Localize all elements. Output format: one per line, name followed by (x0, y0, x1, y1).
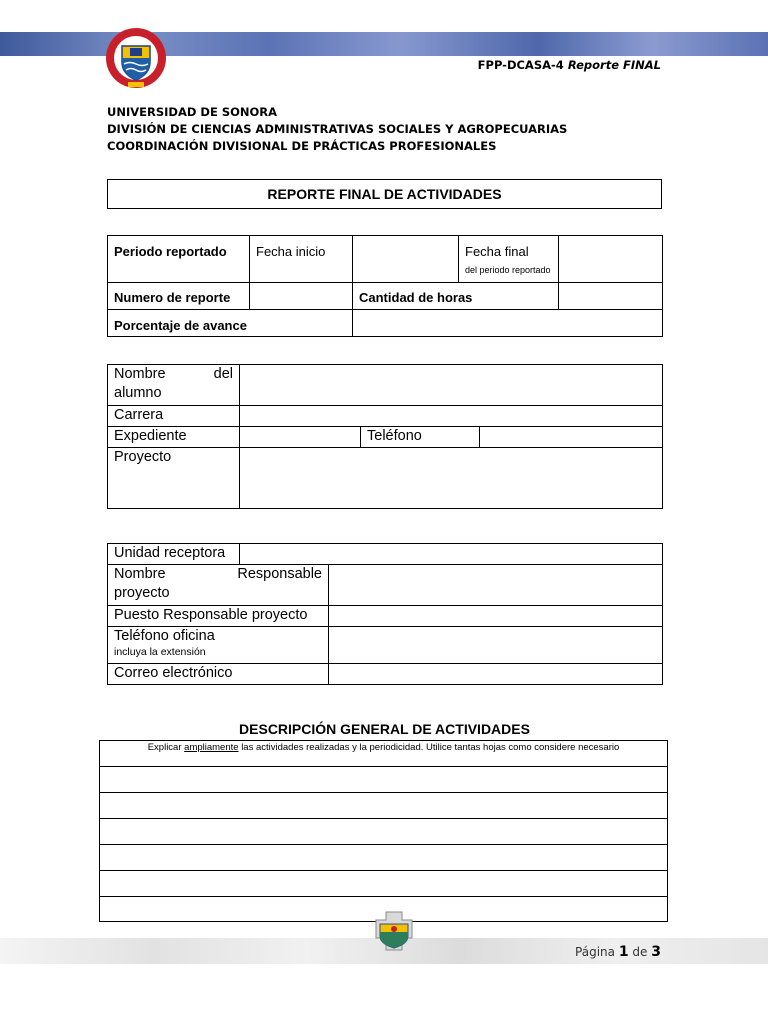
fecha-final-field[interactable] (559, 236, 663, 283)
description-line[interactable] (99, 792, 668, 818)
telefono-oficina-field[interactable] (329, 627, 663, 664)
description-instructions: Explicar ampliamente las actividades realizadas y la periodicidad. Utilice tantas hojas como considere necesario (99, 740, 668, 766)
nombre-responsable-field[interactable] (329, 565, 663, 606)
proyecto-field[interactable] (240, 448, 663, 509)
student-table (107, 364, 663, 509)
label-nombre-responsable: Nombre Responsable proyecto (108, 565, 329, 606)
report-title: REPORTE FINAL DE ACTIVIDADES (107, 179, 662, 209)
description-line[interactable] (99, 870, 668, 896)
division-emblem-icon (372, 908, 416, 954)
unidad-receptora-field[interactable] (240, 544, 663, 565)
label-porcentaje-avance: Porcentaje de avance (108, 310, 353, 337)
puesto-responsable-field[interactable] (329, 606, 663, 627)
label-unidad-receptora: Unidad receptora (108, 544, 240, 565)
carrera-field[interactable] (240, 406, 663, 427)
label-periodo-reportado: Periodo reportado (108, 236, 250, 283)
label-carrera: Carrera (108, 406, 240, 427)
label-nombre-alumno: Nombre del alumno (108, 365, 240, 406)
label-cantidad-horas: Cantidad de horas (353, 283, 559, 310)
cantidad-horas-field[interactable] (559, 283, 663, 310)
institution-line-2: DIVISIÓN DE CIENCIAS ADMINISTRATIVAS SOCIALES Y AGROPECUARIAS (107, 122, 568, 136)
fecha-inicio-field[interactable] (353, 236, 459, 283)
description-box (99, 740, 668, 922)
description-line[interactable] (99, 818, 668, 844)
porcentaje-avance-field[interactable] (353, 310, 663, 337)
numero-reporte-field[interactable] (250, 283, 353, 310)
period-table (107, 235, 663, 337)
university-seal-icon (104, 24, 168, 92)
label-fecha-inicio: Fecha inicio (250, 236, 353, 283)
description-title: DESCRIPCIÓN GENERAL DE ACTIVIDADES (239, 721, 530, 737)
description-line[interactable] (99, 844, 668, 870)
label-fecha-final: Fecha final del periodo reportado (459, 236, 559, 283)
page-number: Página 1 de 3 (575, 944, 661, 960)
document-code: FPP-DCASA-4 Reporte FINAL (477, 58, 661, 72)
nombre-alumno-field[interactable] (240, 365, 663, 406)
correo-field[interactable] (329, 664, 663, 685)
description-line[interactable] (99, 766, 668, 792)
label-proyecto: Proyecto (108, 448, 240, 509)
label-puesto-responsable: Puesto Responsable proyecto (108, 606, 329, 627)
expediente-field[interactable] (240, 427, 361, 448)
institution-line-1: UNIVERSIDAD DE SONORA (107, 105, 278, 119)
institution-line-3: COORDINACIÓN DIVISIONAL DE PRÁCTICAS PROFESIONALES (107, 139, 497, 153)
label-telefono-oficina: Teléfono oficina incluya la extensión (108, 627, 329, 664)
label-correo: Correo electrónico (108, 664, 329, 685)
label-expediente: Expediente (108, 427, 240, 448)
label-telefono: Teléfono (361, 427, 480, 448)
unit-table (107, 543, 663, 685)
label-numero-reporte: Numero de reporte (108, 283, 250, 310)
telefono-field[interactable] (480, 427, 663, 448)
